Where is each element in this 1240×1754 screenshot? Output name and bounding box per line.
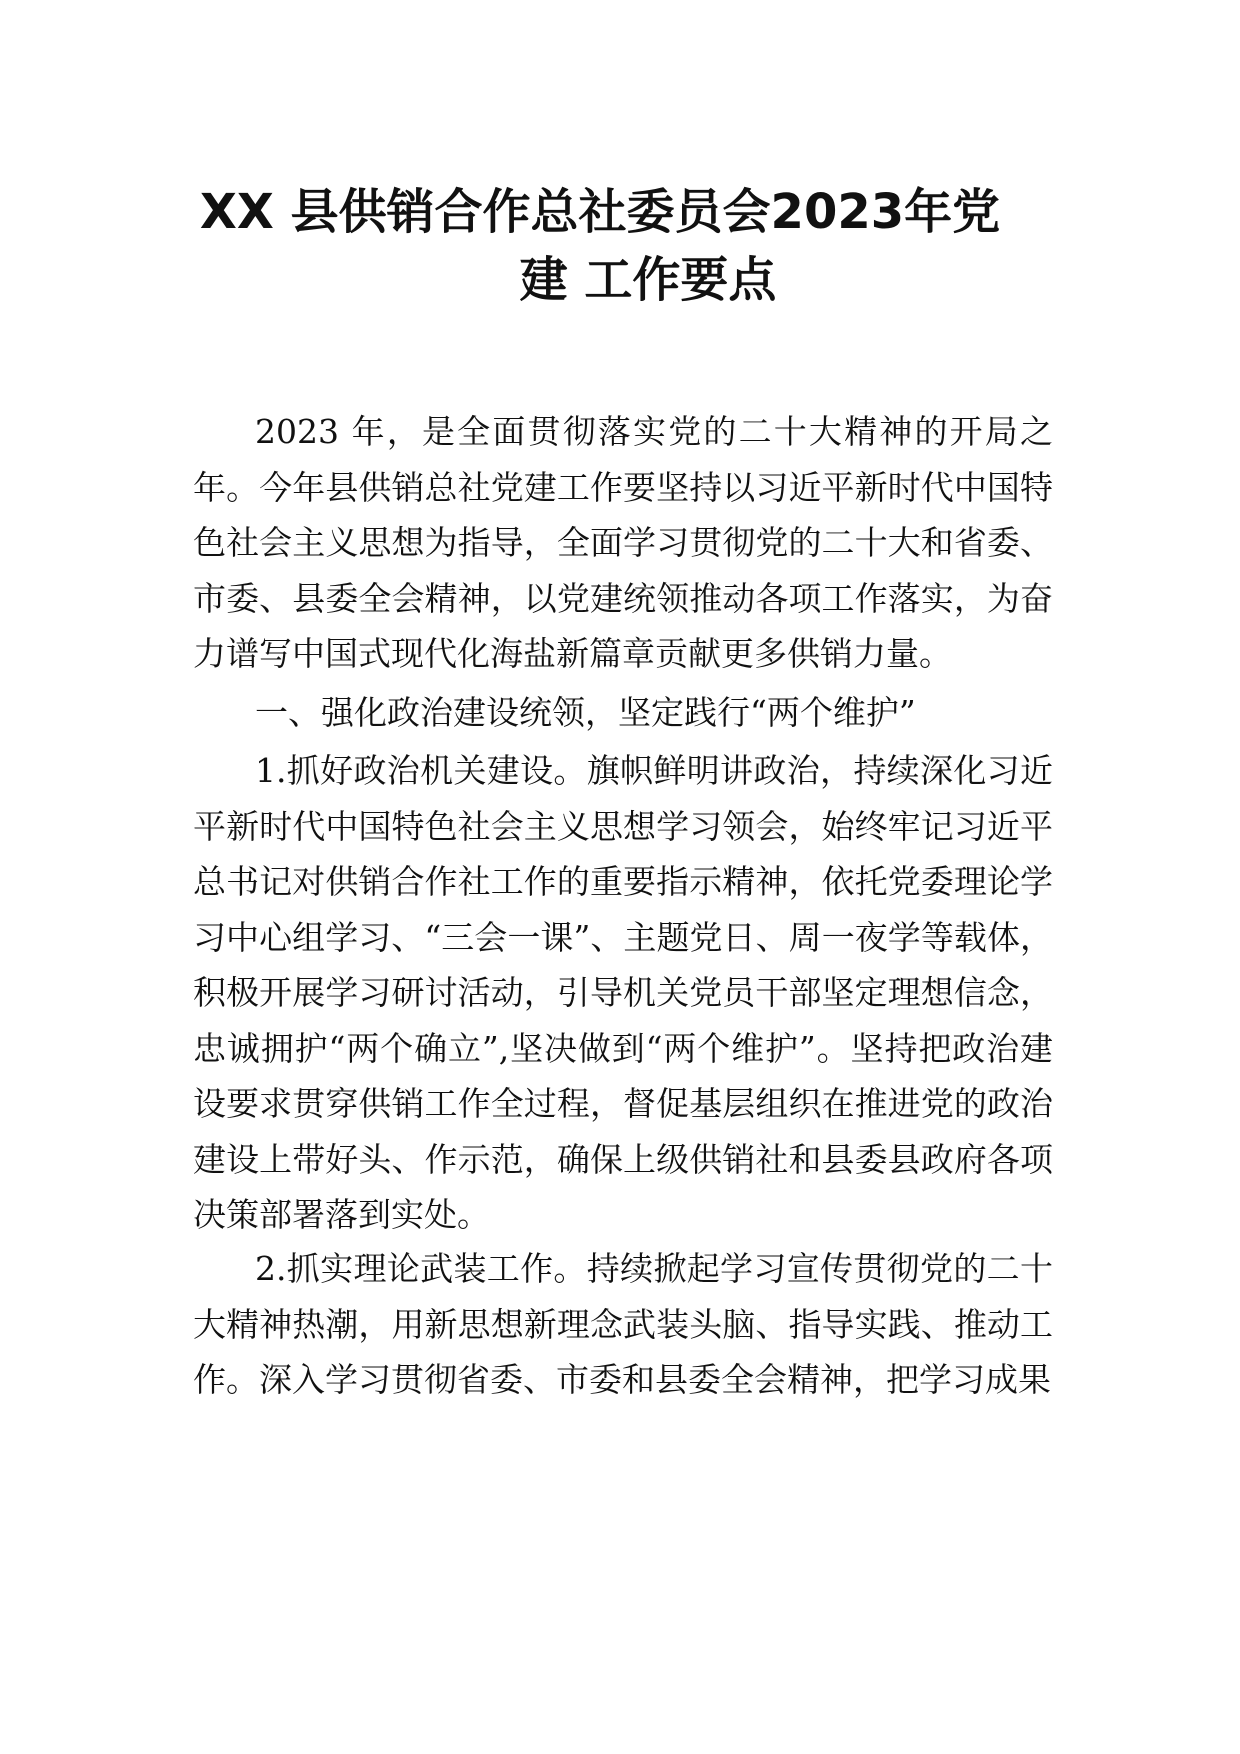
- item-1-paragraph: 1.抓好政治机关建设。旗帜鲜明讲政治，持续深化习近平新时代中国特色社会主义思想学习领会，始终牢记习近平总书记对供销合作社工作的重要指示精神，依托党委理论学习中心组学习、“三会一课”、主题党日、周一夜学等载体，积极开展学习研讨活动，引导机关党员干部坚定理想信念，忠诚拥护“两个确立”,坚决做到“两个维护”。坚持把政治建设要求贯穿供销工作全过程，督促基层组织在推进党的政治建设上带好头、作示范，确保上级供销社和县委县政府各项决策部署落到实处。: [193, 751, 1053, 1234]
- item-2-paragraph: 2.抓实理论武装工作。持续掀起学习宣传贯彻党的二十大精神热潮，用新思想新理念武装头脑、指导实践、推动工作。深入学习贯彻省委、市委和县委全会精神，把学习成果: [193, 1249, 1053, 1399]
- intro-paragraph: 2023 年，是全面贯彻落实党的二十大精神的开局之年。今年县供销总社党建工作要坚持以习近平新时代中国特色社会主义思想为指导，全面学习贯彻党的二十大和省委、市委、县委全会精神，以党建统领推动各项工作落实，为奋力谱写中国式现代化海盐新篇章贡献更多供销力量。: [193, 412, 1053, 673]
- document-title-line-1: XX 县供销合作总社委员会2023年党: [199, 184, 1001, 240]
- section-heading-1: 一、强化政治建设统领，坚定践行“两个维护”: [255, 693, 916, 732]
- document-title-line-2: 建 工作要点: [519, 252, 777, 308]
